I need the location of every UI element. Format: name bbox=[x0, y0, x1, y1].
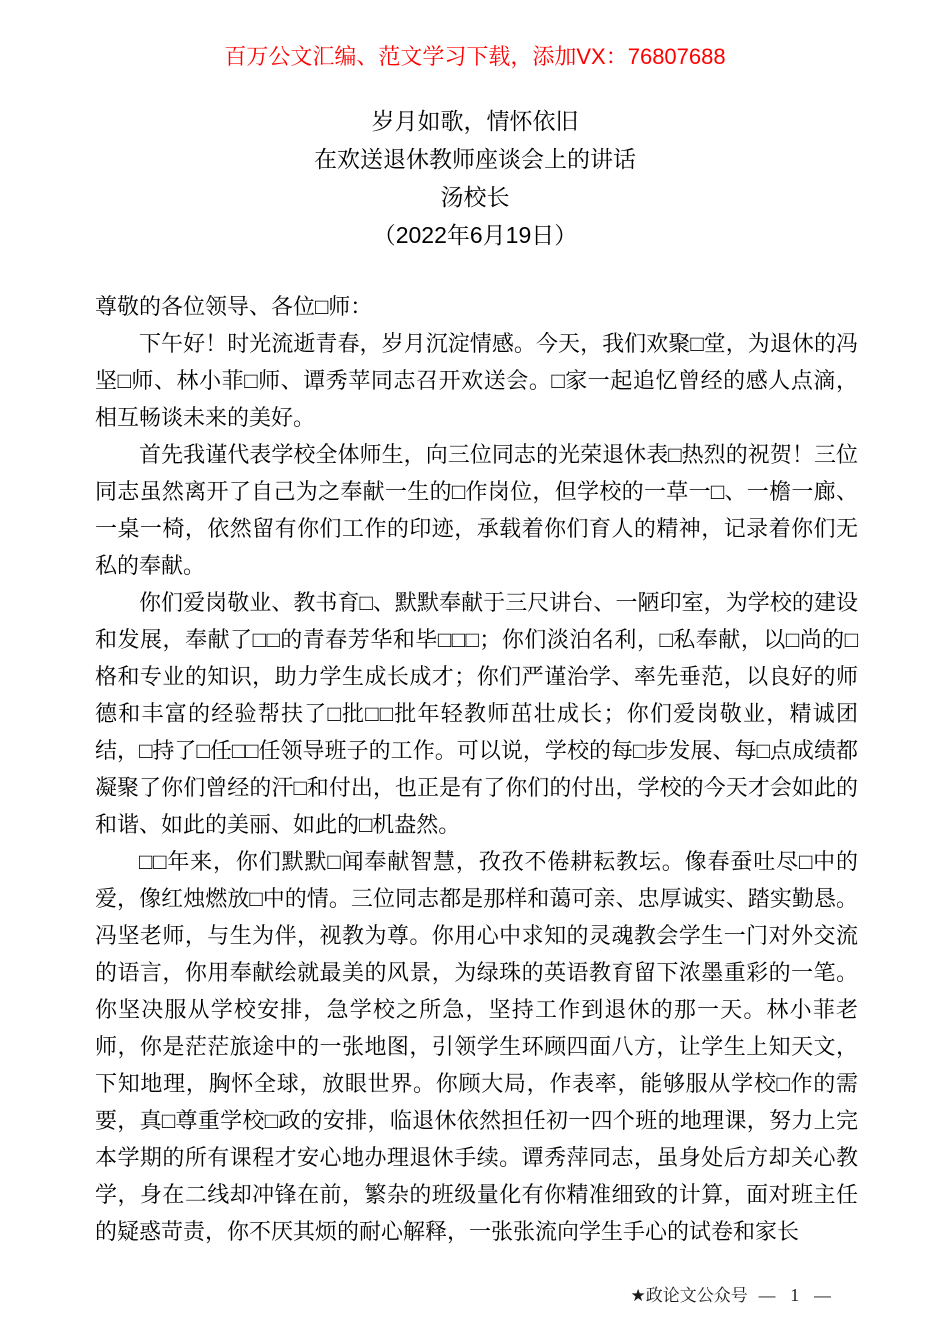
document-title: 岁月如歌，情怀依旧 bbox=[371, 108, 579, 134]
title-block bbox=[0, 102, 950, 254]
footer-channel-label: ★政论文公众号 bbox=[630, 1286, 748, 1305]
paragraph-1: 下午好！时光流逝青春，岁月沉淀情感。今天，我们欢聚□堂，为退休的冯坚□师、林小菲□师、谭秀苹同志召开欢送会。□家一起追忆曾经的感人点滴，相互畅谈未来的美好。 bbox=[95, 331, 858, 430]
paragraph-4: □□年来，你们默默□闻奉献智慧，孜孜不倦耕耘教坛。像春蚕吐尽□中的爱，像红烛燃放□中的情。三位同志都是那样和蔼可亲、忠厚诚实、踏实勤恳。冯坚老师，与生为伴，视教为尊。你用心中求知的灵魂教会学生一门对外交流的语言，你用奉献绘就最美的风景，为绿珠的英语教育留下浓墨重彩的一笔。你坚决服从学校安排，急学校之所急，坚持工作到退休的那一天。林小菲老师，你是茫茫旅途中的一张地图，引领学生环顾四面八方，让学生上知天文，下知地理，胸怀全球，放眼世界。你顾大局，作表率，能够服从学校□作的需要，真□尊重学校□政的安排，临退休依然担任初一四个班的地理课，努力上完本学期的所有课程才安心地办理退休手续。谭秀萍同志，虽身处后方却关心教学，身在二线却冲锋在前，繁杂的班级量化有你精准细致的计算，面对班主任的疑惑苛责，你不厌其烦的耐心解释，一张张流向学生手心的试卷和家长 bbox=[95, 849, 858, 1244]
footer-dash-right: — bbox=[814, 1286, 831, 1305]
paragraph-2: 首先我谨代表学校全体师生，向三位同志的光荣退休表□热烈的祝贺！三位同志虽然离开了自己为之奉献一生的□作岗位，但学校的一草一□、一檐一廊、一桌一椅，依然留有你们工作的印迹，承载着你们育人的精神，记录着你们无私的奉献。 bbox=[95, 442, 858, 578]
paragraph-3: 你们爱岗敬业、教书育□、默默奉献于三尺讲台、一陋印室，为学校的建设和发展，奉献了□□的青春芳华和毕□□□；你们淡泊名利，□私奉献，以□尚的□格和专业的知识，助力学生成长成才；你们严谨治学、率先垂范，以良好的师德和丰富的经验帮扶了□批□□批年轻教师茁壮成长；你们爱岗敬业，精诚团结，□持了□任□□任领导班子的工作。可以说，学校的每□步发展、每□点成绩都凝聚了你们曾经的汗□和付出，也正是有了你们的付出，学校的今天才会如此的和谐、如此的美丽、如此的□机盎然。 bbox=[95, 590, 858, 837]
salutation: 尊敬的各位领导、各位□师： bbox=[95, 294, 373, 319]
footer-dash-left: — bbox=[758, 1286, 776, 1305]
document-subtitle: 在欢送退休教师座谈会上的讲话 bbox=[314, 146, 636, 172]
document-body bbox=[95, 288, 858, 1250]
header-promo-notice: 百万公文汇编、范文学习下载，添加VX：76807688 bbox=[224, 44, 726, 69]
speaker-name: 汤校长 bbox=[440, 184, 510, 210]
document-date: （2022年6月19日） bbox=[372, 222, 578, 248]
page-number: 1 bbox=[790, 1285, 800, 1305]
page-footer bbox=[631, 1281, 837, 1306]
